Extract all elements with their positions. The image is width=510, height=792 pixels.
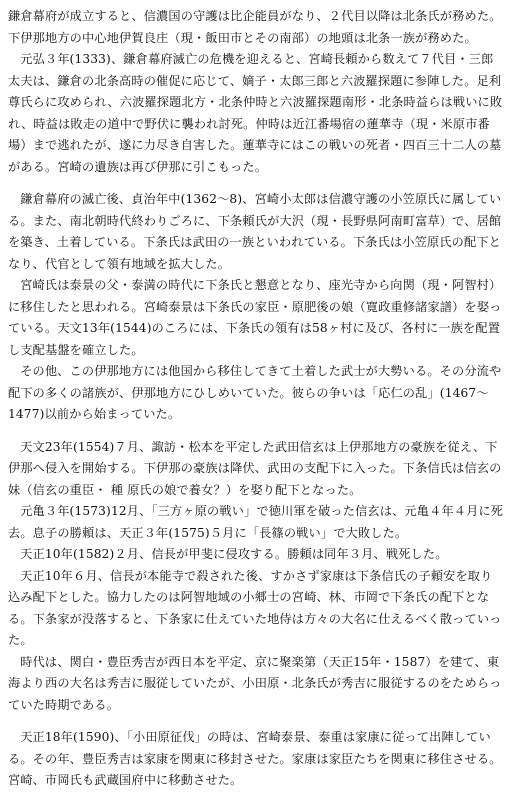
paragraph: 天正10年６月、信長が本能寺で殺された後、すかさず家康は下条信氏の子頼安を取り込み配下とした。協力したのは阿智地域の小郷士の宮崎、林、市岡で下条氏の配下となる。下条家が没落すると、下条家に仕えていた地侍は方々の大名に仕えるべく散っていった。 (8, 568, 502, 647)
paragraph: 天正10年(1582)２月、信長が甲斐に侵攻する。勝頼は同年３月、戦死した。 (20, 547, 448, 561)
section-gap (8, 716, 504, 727)
paragraph: 宮崎氏は泰景の父・泰満の時代に下条氏と懇意となり、座光寺から向関（現・阿智村）に移住したと思われる。宮崎泰景は下条氏の家臣・原肥後の娘（寛政重修諸家譜）を娶っている。天文13年(1544)のころには、下条氏の領有は58ヶ村に及び、各村に一族を配置し支配基盤を確立した。 (8, 278, 502, 357)
paragraph: 天文23年(1554)７月、諏訪・松本を平定した武田信玄は上伊那地方の豪族を従え、下伊那へ侵入を開始する。下伊那の豪族は降伏、武田の支配下に入った。下条信氏は信玄の妹（信玄の重臣・ 種 原氏の娘で養女？）を娶り配下となった。 (8, 439, 502, 497)
paragraph: 鎌倉幕府の滅亡後、貞治年中(1362～8)、宮崎小太郎は信濃守護の小笠原氏に属している。また、南北朝時代終わりごろに、下条頼氏が大沢（現・長野県阿南町富草）で、居館を築き、土着している。下条氏は武田の一族といわれている。下条氏は小笠原氏の配下となり、代官として領有地域を拡大した。 (8, 192, 502, 271)
paragraph: 元亀３年(1573)12月、「三方ヶ原の戦い」で徳川軍を破った信玄は、元亀４年４月に死去。息子の勝頼は、天正３年(1575)５月に「長篠の戦い」で大敗した。 (8, 504, 504, 540)
section-gap (8, 426, 504, 437)
section-gap (8, 178, 504, 189)
paragraph: 時代は、関白・豊臣秀吉が西日本を平定、京に聚楽第（天正15年・1587）を建て、東海より西の大名は秀吉に服従していたが、小田原・北条氏が秀吉に服従するのをためらっていた時期である。 (8, 654, 502, 712)
paragraph: その他、この伊那地方には他国から移住してきて土着した武士が大勢いる。その分流や配下の多くの諸族が、伊那地方にひしめいていた。彼らの争いは「応仁の乱」(1467～1477)以前から始まっていた。 (8, 364, 502, 421)
section-sengoku (8, 437, 504, 717)
section-nanbokucho (8, 189, 504, 426)
paragraph: 鎌倉幕府が成立すると、信濃国の守護は比企能員がなり、２代目以降は北条氏が務めた。下伊那地方の中心地伊賀良庄（現・飯田市とその南部）の地頭は北条一族が務めた。 (8, 9, 502, 45)
paragraph: 天正18年(1590)、「小田原征伐」の時は、宮崎泰景、泰重は家康に従って出陣している。その年、豊臣秀吉は家康を関東に移封させた。家康は家臣たちを関東に移住させる。宮崎、市岡氏も武蔵国府中に移動させた。 (8, 730, 502, 787)
section-kamakura (8, 6, 504, 178)
section-odawara (8, 727, 504, 792)
paragraph: 元弘３年(1333)、鎌倉幕府滅亡の危機を迎えると、宮崎長頼から数えて７代目・三郎太夫は、鎌倉の北条高時の催促に応じて、嫡子・太郎三郎と六波羅探題に参陣した。足利尊氏らに攻められ、六波羅探題北方・北条仲時と六波羅探題南形・北条時益らは戦いに敗れ、時益は敗走の道中で野伏に襲われ討死。仲時は近江番場宿の蓮華寺（現・米原市番場）まで逃れたが、遂に力尽き自害した。蓮華寺にはこの戦いの死者・四百三十二人の墓がある。宮崎の遺族は再び伊那に引こもった。 (8, 52, 503, 174)
